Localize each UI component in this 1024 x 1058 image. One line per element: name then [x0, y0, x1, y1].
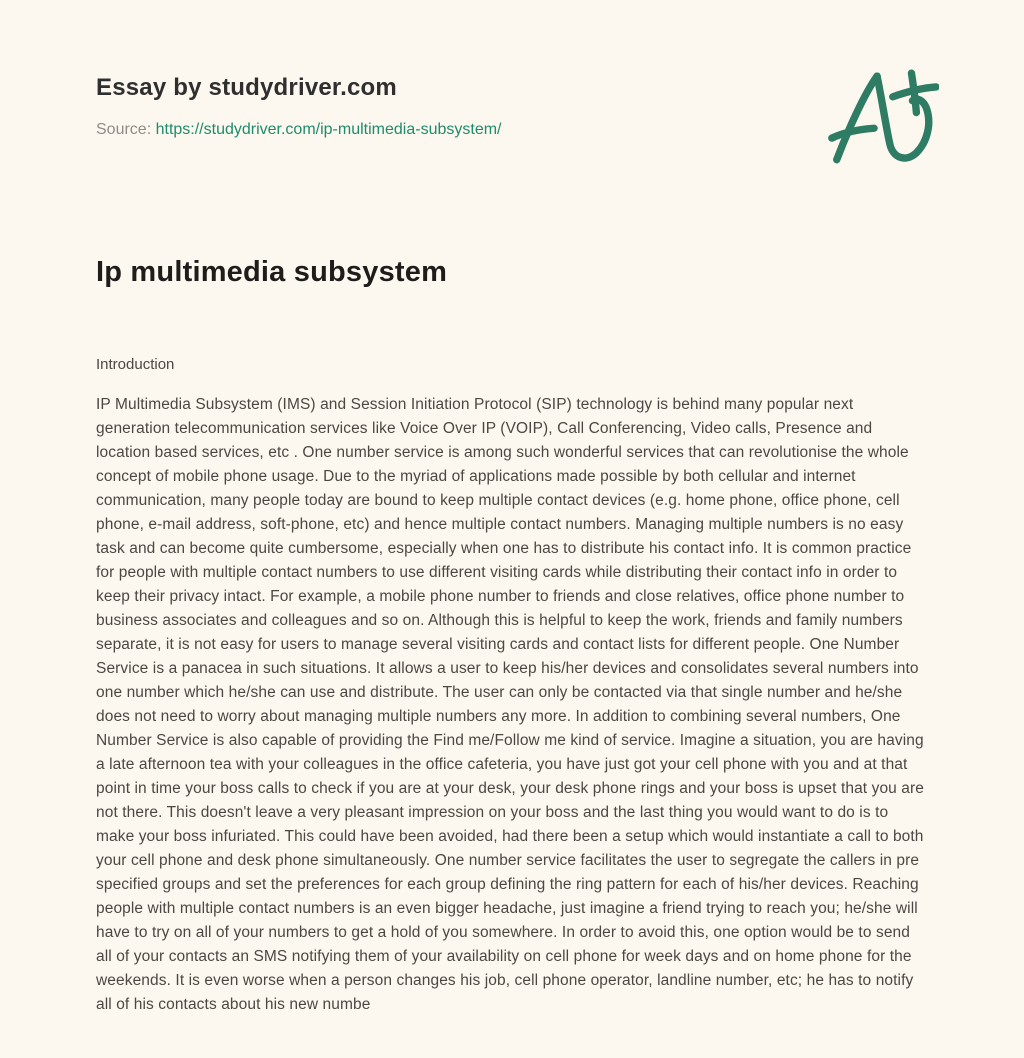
page-header	[96, 74, 928, 140]
section-heading-introduction: Introduction	[96, 356, 175, 373]
header-title: Essay by studydriver.com	[96, 74, 397, 101]
essay-body-text: IP Multimedia Subsystem (IMS) and Session Initiation Protocol (SIP) technology is behind many popular next generation telecommunication services like Voice Over IP (VOIP), Call Conferencing, Video calls, Presence and location based services, etc . One number service is among such wonderful services that can revolutionise the whole concept of mobile phone usage. Due to the myriad of applications made possible by both cellular and internet communication, many people today are bound to keep multiple contact devices (e.g. home phone, office phone, cell phone, e-mail address, soft-phone, etc) and hence multiple contact numbers. Managing multiple numbers is no easy task and can become quite cumbersome, especially when one has to distribute his contact info. It is common practice for people with multiple contact numbers to use different visiting cards while distributing their contact info in order to keep their privacy intact. For example, a mobile phone number to friends and close relatives, office phone number to business associates and colleagues and so on. Although this is helpful to keep the work, friends and family numbers separate, it is not easy for users to manage several visiting cards and contact lists for different people. One Number Service is a panacea in such situations. It allows a user to keep his/her devices and consolidates several numbers into one number which he/she can use and distribute. The user can only be contacted via that single number and he/she does not need to worry about managing multiple numbers any more. In addition to combining several numbers, One Number Service is also capable of providing the Find me/Follow me kind of service. Imagine a situation, you are having a late afternoon tea with your colleagues in the office cafeteria, you have just got your cell phone with you and at that point in time your boss calls to check if you are at your desk, your desk phone rings and your boss is upset that you are not there. This doesn't leave a very pleasant impression on your boss and the last thing you would want to do is to make your boss infuriated. This could have been avoided, had there been a setup which would instantiate a call to both your cell phone and desk phone simultaneously. One number service facilitates the user to segregate the callers in pre specified groups and set the preferences for each group defining the ring pattern for each of his/her devices. Reaching people with multiple contact numbers is an even bigger headache, just imagine a friend trying to reach you; he/she will have to try on all of your numbers to get a hold of you somewhere. In order to avoid this, one option would be to send all of your contacts an SMS notifying them of your availability on cell phone for week days and on home phone for the weekends. It is even worse when a person changes his job, cell phone operator, landline number, etc; he has to notify all of his contacts about his new numbe	[96, 396, 925, 1013]
source-url-link[interactable]: https://studydriver.com/ip-multimedia-subsystem/	[155, 121, 502, 138]
essay-title: Ip multimedia subsystem	[96, 256, 448, 288]
source-label: Source:	[96, 121, 152, 138]
a-plus-logo-icon	[821, 62, 939, 166]
source-line	[96, 120, 928, 140]
